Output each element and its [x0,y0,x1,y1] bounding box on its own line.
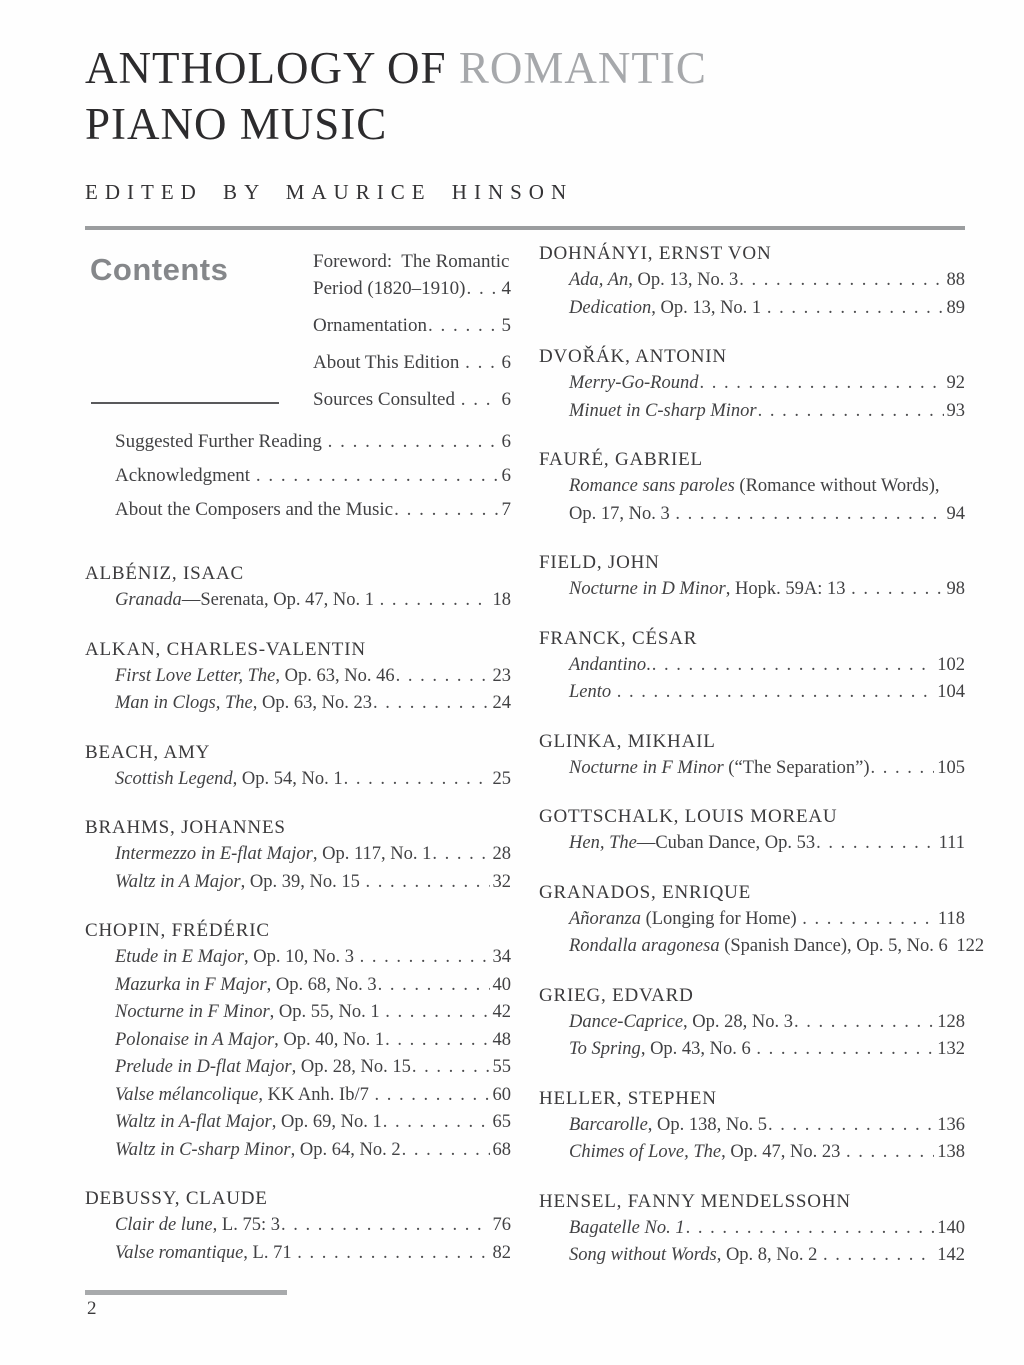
toc-entry-row [539,1112,965,1140]
composer-name: HENSEL, FANNY MENDELSSOHN [539,1190,851,1212]
toc-page-number: 142 [937,1245,965,1265]
composer-section [539,1085,965,1167]
front-matter-list [313,248,511,423]
toc-entry-row [539,1139,965,1167]
composer-name: BRAHMS, JOHANNES [85,817,286,838]
front-matter-block [85,240,511,416]
toc-page-number: 6 [501,431,511,452]
toc-entry-row [85,766,511,794]
toc-entry-row [313,386,511,413]
toc-entry-row [85,462,511,489]
work-title-roman: , Op. 55, No. 1 [269,1002,385,1022]
toc-entry-row [85,690,511,718]
composer-name: DVOŘÁK, ANTONIN [539,346,727,367]
work-title-roman: (Spanish Dance), Op. 5, No. 6 [719,936,953,956]
composer-name: GOTTSCHALK, LOUIS MOREAU [539,806,838,827]
composer-section [85,739,511,794]
work-title-roman: , L. 71 [243,1242,297,1263]
work-title-roman: , Op. 69, No. 1 [271,1112,382,1132]
dot-leader [652,652,935,680]
dot-leader [767,295,944,323]
toc-entry-row [539,267,965,295]
toc-page-number: 140 [937,1217,965,1238]
composer-section [539,879,985,961]
dot-leader [394,496,498,523]
toc-page-number: 28 [492,844,511,864]
work-title-roman: , Op. 28, No. 15 [291,1057,411,1077]
toc-page-number: 93 [946,400,965,421]
dot-leader [365,869,489,897]
dot-leader [794,1009,934,1037]
work-title-roman: , Op. 10, No. 3 [243,947,359,967]
dot-leader [851,576,943,604]
toc-page-number: 6 [501,352,511,373]
work-title-italic: Valse mélancolique [115,1084,259,1105]
work-title-roman: Suggested Further Reading [115,431,327,452]
toc-page-number: 24 [492,693,511,713]
toc-entry-row [539,1036,965,1064]
work-title-italic: Valse romantique [115,1242,244,1263]
toc-page-number: 68 [492,1139,511,1160]
work-title-roman: , Op. 68, No. 3 [266,974,377,995]
dot-leader [344,766,490,794]
toc-entry-row [313,312,511,339]
toc-page-number: 128 [937,1011,965,1032]
work-title-roman: (Romance without Words), [734,476,940,496]
work-title-roman: , Op. 8, No. 2 [716,1245,823,1265]
toc-entry-row [539,370,965,398]
dot-leader [360,944,490,972]
work-title-roman: , Op. 43, No. 6 [640,1039,756,1059]
dot-leader [823,1242,934,1270]
dot-leader [802,906,935,934]
title-line2: PIANO MUSIC [85,99,388,149]
work-title-roman: , Op. 63, No. 23 [252,693,372,713]
work-title-roman: , Op. 138, No. 5 [647,1114,768,1135]
composer-name: GRIEG, EDVARD [539,984,694,1006]
work-title-italic: Dedication [569,297,652,318]
work-title-roman: Foreword: The Romantic [313,251,510,272]
toc-entry-row [85,496,511,523]
folio-page-number: 2 [87,1298,97,1319]
contents-heading: Contents [90,252,229,287]
work-title-italic: Dance-Caprice [569,1011,684,1032]
work-title-italic: Romance sans paroles [569,476,735,496]
dot-leader [465,349,498,376]
work-title-italic: Polonaise in A Major [115,1029,275,1050]
composer-section [539,982,965,1064]
dot-leader [617,679,934,707]
toc-entry-row [539,652,965,680]
composer-name: HELLER, STEPHEN [539,1087,717,1109]
work-title-roman: —Serenata, Op. 47, No. 1 [181,590,379,610]
toc-page-number: 104 [937,682,965,702]
composer-name: FRANCK, CÉSAR [539,627,698,649]
toc-page-number: 65 [492,1112,511,1132]
toc-page-number: 34 [492,947,511,967]
contents-underline-rule [91,402,279,404]
dot-leader [686,1215,935,1243]
dot-leader [428,312,499,339]
page-content [85,0,965,205]
work-title-italic: Minuet in C-sharp Minor [569,400,757,421]
toc-entry-row [85,869,511,897]
composer-section [539,446,965,528]
composer-name: BEACH, AMY [85,741,211,763]
dot-leader [378,972,490,1000]
toc-entry-row [539,755,965,783]
work-title-roman: . [646,654,651,675]
work-title-roman: Ornamentation [313,315,427,336]
dot-leader [768,1112,934,1140]
editor-byline: EDITED BY MAURICE HINSON [85,180,574,204]
dot-leader [256,462,499,489]
toc-entry-row [85,944,511,972]
work-title-italic: Prelude in D-flat Major [115,1057,292,1077]
dot-leader [871,755,935,783]
work-title-roman: , Op. 117, No. 1 [312,844,432,864]
composer-section [539,1188,965,1270]
work-title-roman: —Cuban Dance, Op. 53 [636,833,816,853]
dot-leader [758,398,944,426]
toc-entry-row [539,398,965,426]
composer-section [85,1185,511,1267]
contents-left-column [85,240,511,1291]
toc-page-number: 5 [501,315,511,336]
toc-entry-row [539,933,985,961]
work-title-italic: Scottish Legend [115,768,233,789]
toc-page-number: 48 [492,1029,511,1050]
composer-section [539,803,965,858]
composer-section [539,343,965,425]
composer-section [539,549,965,604]
work-title-roman: (“The Separation”) [723,757,870,778]
toc-entry-row [313,248,511,275]
toc-page-number: 25 [492,768,511,789]
work-title-roman: Sources Consulted [313,389,460,410]
toc-page-number: 136 [937,1114,965,1135]
header-divider-rule [85,226,965,230]
work-title-roman: , Op. 13, No. 3 [628,270,739,290]
toc-entry-row [85,1240,511,1268]
work-title-italic: Granada [115,590,182,610]
toc-entry-row [85,841,511,869]
work-title-italic: Intermezzo in E-flat Major [115,844,313,864]
composer-section [85,636,511,718]
front-matter-item [313,349,511,376]
toc-entry-row [313,275,511,302]
work-title-italic: Lento [569,682,616,702]
toc-page-number: 7 [501,499,511,520]
toc-page-number: 32 [492,871,511,892]
composer-section [85,917,511,1164]
toc-page-number: 122 [956,936,985,956]
work-title-roman: , Op. 40, No. 1 [274,1029,385,1050]
work-title-italic: Nocturne in F Minor [569,757,724,778]
footer-rule [85,1290,287,1295]
work-title-roman: , L. 75: 3 [212,1215,280,1235]
toc-entry-row [539,1215,965,1243]
toc-page-number: 138 [937,1142,965,1162]
work-title-italic: Bagatelle No. 1 [569,1217,685,1238]
toc-entry-row [539,295,965,323]
composer-name: DOHNÁNYI, ERNST VON [539,243,772,264]
composer-name: GRANADOS, ENRIQUE [539,881,752,903]
toc-page-number: 92 [946,373,965,393]
work-title-italic: Hen, The [569,833,637,853]
work-title-roman: About This Edition [313,352,465,373]
toc-entry-row [313,349,511,376]
toc-page-number: 18 [492,590,511,610]
dot-leader [385,1027,489,1055]
composer-name: CHOPIN, FRÉDÉRIC [85,920,270,941]
dot-leader [816,830,936,858]
work-title-roman: (Longing for Home) [640,908,802,929]
toc-entry-row [85,1137,511,1165]
toc-page-number: 6 [501,389,511,410]
dot-leader [373,690,490,718]
toc-page-number: 111 [938,833,965,853]
toc-entry-row [539,906,965,934]
contents-columns [85,240,985,1291]
left-composer-sections [85,560,511,1267]
toc-page-number: 89 [946,297,965,318]
toc-page-number: 76 [492,1215,511,1235]
toc-page-number: 55 [492,1057,511,1077]
dot-leader [374,1082,489,1110]
composer-section [85,814,511,896]
dot-leader [461,386,499,413]
general-items-list [85,428,511,523]
toc-entry-row [85,587,511,615]
front-matter-item [313,312,511,339]
toc-entry-row [85,663,511,691]
dot-leader [412,1054,490,1082]
toc-page-number: 82 [492,1242,511,1263]
toc-page-number: 98 [946,579,965,599]
front-matter-item [313,386,511,413]
dot-leader [402,1137,490,1165]
work-title-italic: Merry-Go-Round [569,373,699,393]
toc-page-number: 105 [937,757,965,778]
toc-page-number: 88 [946,270,965,290]
work-title-italic: First Love Letter, The [115,665,276,686]
work-title-roman: Acknowledgment [115,465,255,486]
toc-entry-row [85,1027,511,1055]
work-title-roman: Op. 17, No. 3 [569,503,675,524]
toc-entry-row [85,972,511,1000]
composer-section [539,728,965,783]
toc-page-number: 60 [492,1084,511,1105]
work-title-italic: Etude in E Major [115,947,244,967]
page-title [85,40,965,152]
toc-entry-row [539,501,965,529]
work-title-italic: Waltz in A Major [115,871,241,892]
dot-leader [281,1212,490,1240]
toc-page-number: 6 [501,465,511,486]
composer-section [539,240,965,322]
work-title-italic: Barcarolle [569,1114,648,1135]
work-title-roman: Period (1820–1910) [313,278,466,299]
work-title-italic: Mazurka in F Major [115,974,267,995]
composer-section [85,560,511,615]
toc-entry-row [85,1054,511,1082]
toc-entry-row [85,1212,511,1240]
work-title-roman: , Op. 28, No. 3 [683,1011,794,1032]
work-title-roman: , Op. 47, No. 23 [721,1142,845,1162]
toc-entry-row [539,679,965,707]
dot-leader [675,501,943,529]
toc-page-number: 118 [937,908,965,929]
work-title-italic: Song without Words [569,1245,717,1265]
toc-page-number: 23 [492,665,511,686]
toc-page-number: 4 [501,278,511,299]
composer-name: FAURÉ, GABRIEL [539,449,703,470]
dot-leader [699,370,943,398]
contents-right-column [539,240,985,1291]
toc-entry-row [539,1242,965,1270]
title-line1-dark: ANTHOLOGY OF [85,43,459,93]
dot-leader [739,267,943,295]
work-title-roman: , Op. 54, No. 1 [232,768,343,789]
work-title-roman: , Op. 64, No. 2 [290,1139,401,1160]
work-title-roman: , Op. 63, No. 46 [275,665,395,686]
work-title-roman: , Op. 39, No. 15 [240,871,365,892]
work-title-italic: Ada, An [569,270,629,290]
composer-name: FIELD, JOHN [539,552,660,573]
toc-entry-row [539,830,965,858]
toc-page-number: 40 [492,974,511,995]
work-title-italic: Añoranza [569,908,641,929]
front-matter-item [313,248,511,302]
work-title-italic: Man in Clogs, The [115,693,253,713]
toc-entry-row [539,576,965,604]
toc-entry-row [539,473,965,501]
work-title-italic: Waltz in C-sharp Minor [115,1139,291,1160]
dot-leader [297,1240,489,1268]
toc-entry-row [85,1109,511,1137]
work-title-italic: Andantino [569,654,647,675]
composer-name: ALBÉNIZ, ISAAC [85,563,244,584]
work-title-italic: Clair de lune [115,1215,213,1235]
right-composer-sections [539,240,985,1270]
toc-entry-row [85,428,511,455]
work-title-italic: Waltz in A-flat Major [115,1112,272,1132]
dot-leader [385,999,489,1027]
toc-page-number: 132 [937,1039,965,1059]
dot-leader [846,1139,934,1167]
composer-section [539,625,965,707]
composer-name: DEBUSSY, CLAUDE [85,1188,268,1209]
title-line1-gray: ROMANTIC [458,43,707,93]
toc-page-number: 94 [946,503,965,524]
dot-leader [432,841,489,869]
work-title-roman: , Hopk. 59A: 13 [725,579,851,599]
work-title-roman: , KK Anh. Ib/7 [258,1084,374,1105]
toc-entry-row [85,999,511,1027]
work-title-roman: , Op. 13, No. 1 [651,297,766,318]
work-title-italic: To Spring [569,1039,641,1059]
work-title-italic: Rondalla aragonesa [569,936,720,956]
work-title-italic: Chimes of Love, The [569,1142,722,1162]
toc-entry-row [85,1082,511,1110]
dot-leader [328,428,499,455]
composer-name: ALKAN, CHARLES-VALENTIN [85,638,366,660]
dot-leader [467,275,499,302]
dot-leader [396,663,490,691]
work-title-roman: About the Composers and the Music [115,499,394,520]
toc-entry-row [539,1009,965,1037]
dot-leader [756,1036,934,1064]
work-title-italic: Nocturne in D Minor [569,579,726,599]
composer-name: GLINKA, MIKHAIL [539,730,716,752]
dot-leader [380,587,490,615]
work-title-italic: Nocturne in F Minor [115,1002,270,1022]
toc-page-number: 42 [492,1002,511,1022]
toc-page-number: 102 [937,654,965,675]
dot-leader [383,1109,490,1137]
